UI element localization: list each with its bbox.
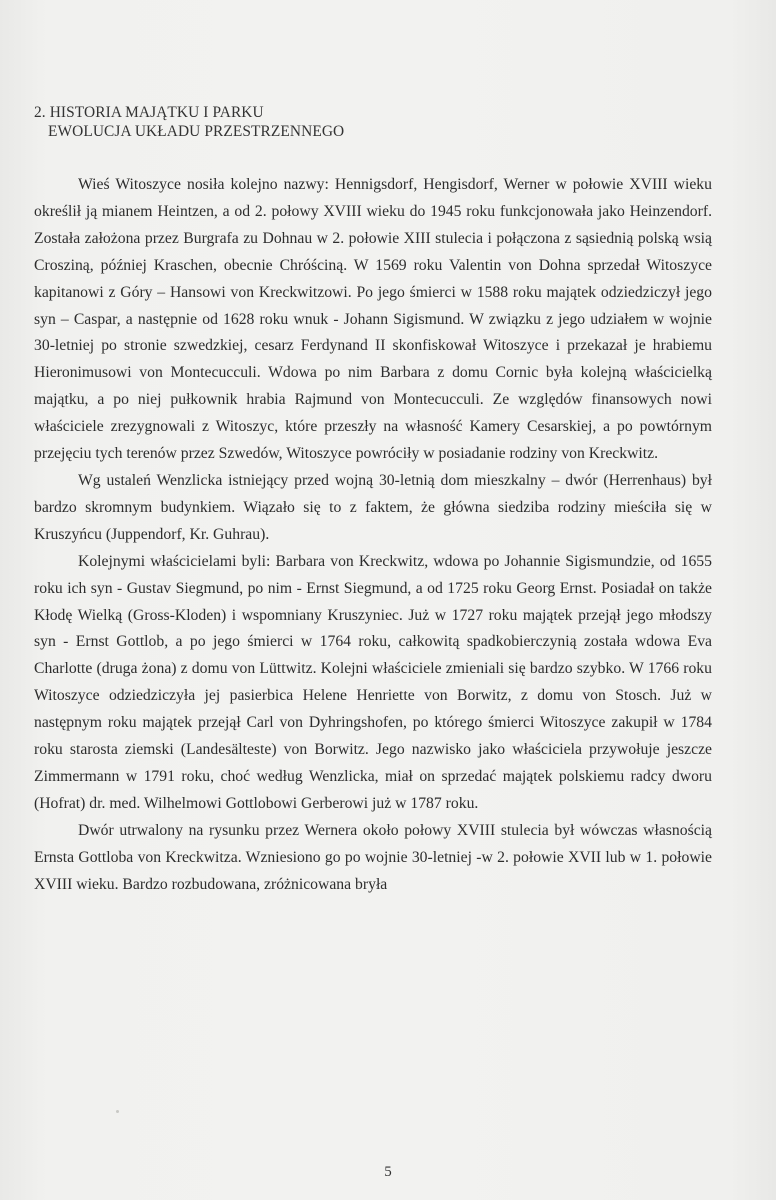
paragraph-1: Wieś Witoszyce nosiła kolejno nazwy: Hennigsdorf, Hengisdorf, Werner w połowie XVIII wieku określił ją mianem Heintzen, a od 2. połowy XVIII wieku do 1945 roku funkcjonowała jako Heinzendorf. Została założona przez Burgrafa zu Dohnau w 2. połowie XIII stulecia i połączona z sąsiednią polską wsią Crosziną, później Kraschen, obecnie Chróściną. W 1569 roku Valentin von Dohna sprzedał Witoszyce kapitanowi z Góry – Hansowi von Kreckwitzowi. Po jego śmierci w 1588 roku majątek odziedziczył jego syn – Caspar, a następnie od 1628 roku wnuk - Johann Sigismund. W związku z jego udziałem w wojnie 30-letniej po stronie szwedzkiej, cesarz Ferdynand II skonfiskował Witoszyce i przekazał je hrabiemu Hieronimusowi von Montecucculi. Wdowa po nim Barbara z domu Cornic była kolejną właścicielką majątku, a po niej pułkownik hrabia Rajmund von Montecucculi. Ze względów finansowych nowi właściciele zrezygnowali z Witoszyc, które przeszły na własność Kamery Cesarskiej, a po powtórnym przejęciu tych terenów przez Szwedów, Witoszyce powróciły w posiadanie rodziny von Kreckwitz. [34, 176, 712, 463]
section-heading-line-1: 2. HISTORIA MAJĄTKU I PARKU [34, 104, 264, 121]
page-number: 5 [384, 1164, 392, 1180]
paragraph-4: Dwór utrwalony na rysunku przez Wernera około połowy XVIII stulecia był wówczas własnością Ernsta Gottloba von Kreckwitza. Wzniesiono go po wojnie 30-letniej -w 2. połowie XVII lub w 1. połowie XVIII wieku. Bardzo rozbudowana, zróżnicowana bryła [34, 821, 712, 893]
body-text [34, 172, 712, 898]
section-heading [34, 103, 344, 141]
paragraph-2: Wg ustaleń Wenzlicka istniejący przed wojną 30-letnią dom mieszkalny – dwór (Herrenhaus) był bardzo skromnym budynkiem. Wiązało się to z faktem, że główna siedziba rodziny mieściła się w Kruszyńcu (Juppendorf, Kr. Guhrau). [34, 471, 712, 543]
paragraph-3: Kolejnymi właścicielami byli: Barbara von Kreckwitz, wdowa po Johannie Sigismundzie, od 1655 roku ich syn - Gustav Siegmund, po nim - Ernst Siegmund, a od 1725 roku Georg Ernst. Posiadał on także Kłodę Wielką (Gross-Kloden) i wspomniany Kruszyniec. Już w 1727 roku majątek przejął jego młodszy syn - Ernst Gottlob, a po jego śmierci w 1764 roku, całkowitą spadkobierczynią została wdowa Eva Charlotte (druga żona) z domu von Lüttwitz. Kolejni właściciele zmieniali się bardzo szybko. W 1766 roku Witoszyce odziedziczyła jej pasierbica Helene Henriette von Borwitz, z domu von Stosch. Już w następnym roku majątek przejął Carl von Dyhringshofen, po którego śmierci Witoszyce zakupił w 1784 roku starosta ziemski (Landesälteste) von Borwitz. Jego nazwisko jako właściciela przywołuje jeszcze Zimmermann w 1791 roku, choć według Wenzlicka, miał on sprzedać majątek polskiemu radcy dworu (Hofrat) dr. med. Wilhelmowi Gottlobowi Gerberowi już w 1787 roku. [34, 552, 712, 812]
section-heading-line-2: EWOLUCJA UKŁADU PRZESTRZENNEGO [48, 123, 345, 140]
scan-speck [116, 1110, 119, 1113]
